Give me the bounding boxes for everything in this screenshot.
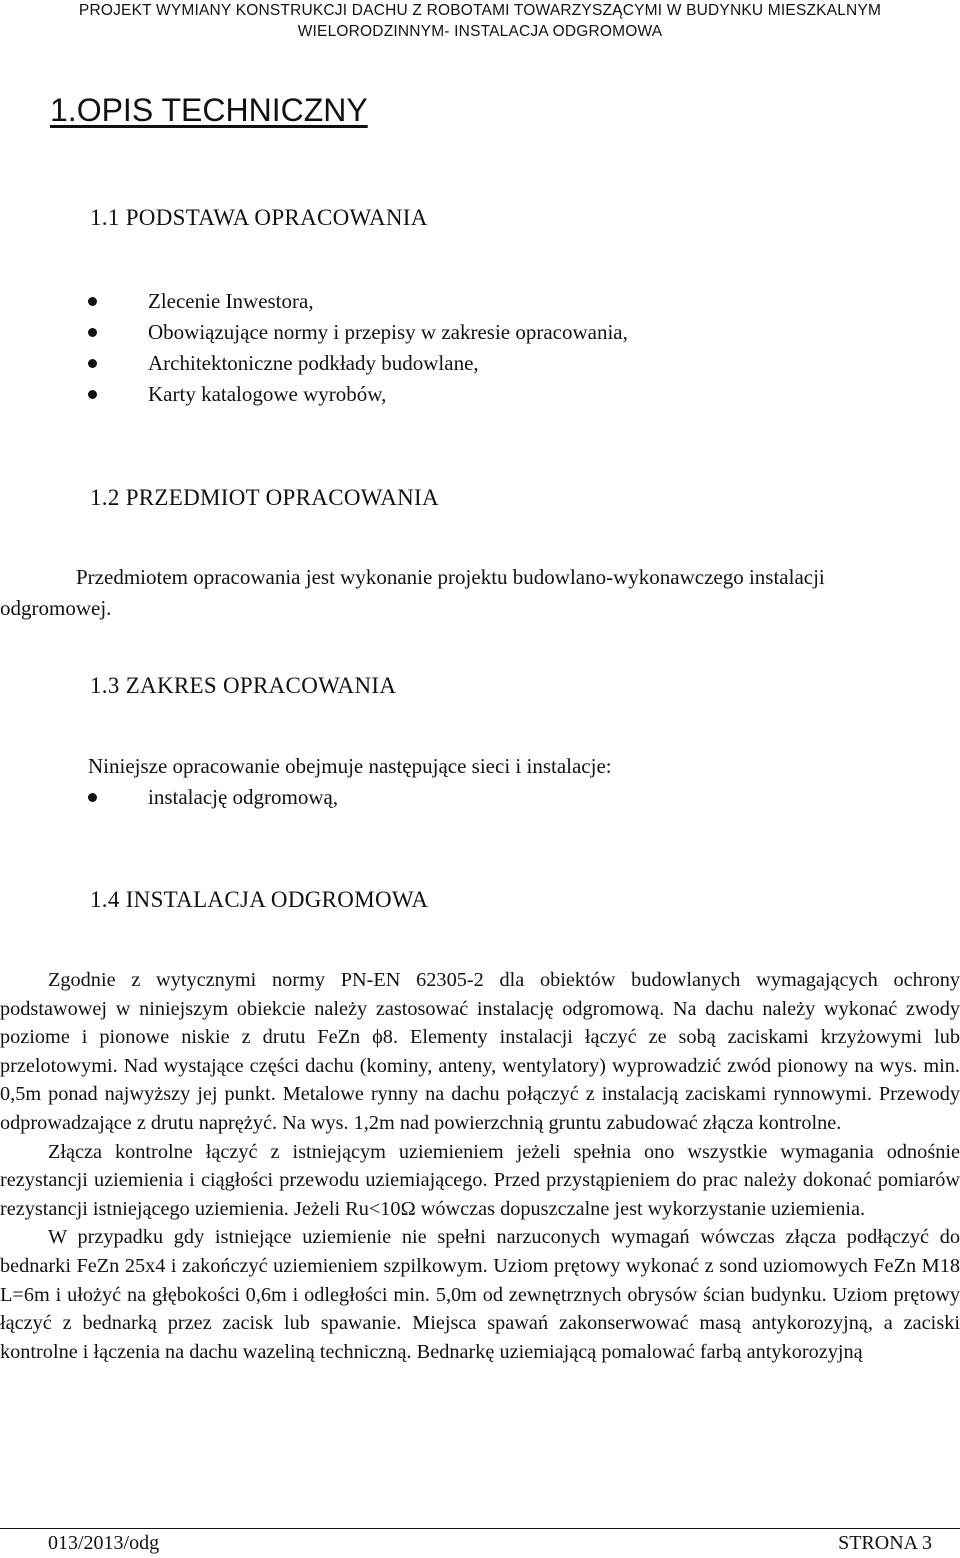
section-1-3-heading: 1.3 ZAKRES OPRACOWANIA xyxy=(90,673,397,698)
header-line-1: PROJEKT WYMIANY KONSTRUKCJI DACHU Z ROBOTAMI TOWARZYSZĄCYMI W BUDYNKU MIESZKALNYM xyxy=(78,2,882,19)
bullet-icon xyxy=(88,359,97,368)
section-1-1-heading: 1.1 PODSTAWA OPRACOWANIA xyxy=(90,205,428,230)
page-header xyxy=(0,0,960,42)
page-number: STRONA 3 xyxy=(838,1532,932,1554)
list-item: Zlecenie Inwestora, xyxy=(88,286,888,317)
bullet-icon xyxy=(88,297,97,306)
section-1-3-list xyxy=(88,782,888,813)
section-1-1-list xyxy=(88,286,888,410)
paragraph: Zgodnie z wytycznymi normy PN-EN 62305-2 dla obiektów budowlanych wymagających ochrony podstawowej w niniejszym obiekcie należy zastosować instalację odgromową. Na dachu należy wykonać zwody poziome i pionowe niskie z drutu FeZn ϕ8. Elementy instalacji łączyć ze sobą zaciskami krzyżowymi lub przelotowymi. Nad wystające części dachu (kominy, anteny, wentylatory) wyprowadzić zwód pionowy na wys. min. 0,5m ponad najwyższy jej punkt. Metalowe rynny na dachu połączyć z instalacją zaciskami rynnowymi. Przewody odprowadzające z drutu naprężyć. Na wys. 1,2m nad powierzchnią gruntu zabudować złącza kontrolne. xyxy=(0,969,960,1134)
header-line-2: WIELORODZINNYM- INSTALACJA ODGROMOWA xyxy=(297,23,663,40)
bullet-icon xyxy=(88,328,97,337)
footer-divider xyxy=(0,1528,960,1529)
section-1-2-text-line-2: odgromowej. xyxy=(0,596,112,620)
paragraph: Złącza kontrolne łączyć z istniejącym uziemieniem jeżeli spełnia ono wszystkie wymagania odnośnie rezystancji uziemienia i ciągłości przewodu uziemiającego. Przed przystąpieniem do prac należy dokonać pomiarów rezystancji istniejącego uziemienia. Jeżeli Ru<10Ω wówczas dopuszczalne jest wykorzystanie uziemienia. xyxy=(0,1140,960,1220)
list-item: instalację odgromową, xyxy=(88,782,888,813)
document-number: 013/2013/odg xyxy=(48,1532,160,1554)
list-item: Obowiązujące normy i przepisy w zakresie opracowania, xyxy=(88,317,888,348)
section-1-3-intro: Niniejsze opracowanie obejmuje następujące sieci i instalacje: xyxy=(88,754,612,778)
list-item: Architektoniczne podkłady budowlane, xyxy=(88,348,888,379)
section-1-2-heading: 1.2 PRZEDMIOT OPRACOWANIA xyxy=(90,485,439,510)
section-1-4-body xyxy=(0,966,960,1366)
document-title: 1.OPIS TECHNICZNY xyxy=(50,92,368,128)
section-1-2-text-line-1: Przedmiotem opracowania jest wykonanie projektu budowlano-wykonawczego instalacji xyxy=(76,565,825,589)
list-item: Karty katalogowe wyrobów, xyxy=(88,379,888,410)
bullet-icon xyxy=(88,793,97,802)
section-1-4-heading: 1.4 INSTALACJA ODGROMOWA xyxy=(90,887,429,912)
paragraph: W przypadku gdy istniejące uziemienie nie spełni narzuconych wymagań wówczas złącza podłączyć do bednarki FeZn 25x4 i zakończyć uziemieniem szpilkowym. Uziom prętowy wykonać z sond uziomowych FeZn M18 L=6m i ułożyć na głębokości 0,6m i odległości min. 5,0m od zewnętrznych obrysów ścian budynku. Uziom prętowy łączyć z bednarką przez zacisk lub spawanie. Miejsca spawań zakonserwować masą antykorozyjną, a zaciski kontrolne i łączenia na dachu wazeliną techniczną. Bednarkę uziemiającą pomalować farbą antykorozyjną xyxy=(0,1226,960,1363)
bullet-icon xyxy=(88,390,97,399)
